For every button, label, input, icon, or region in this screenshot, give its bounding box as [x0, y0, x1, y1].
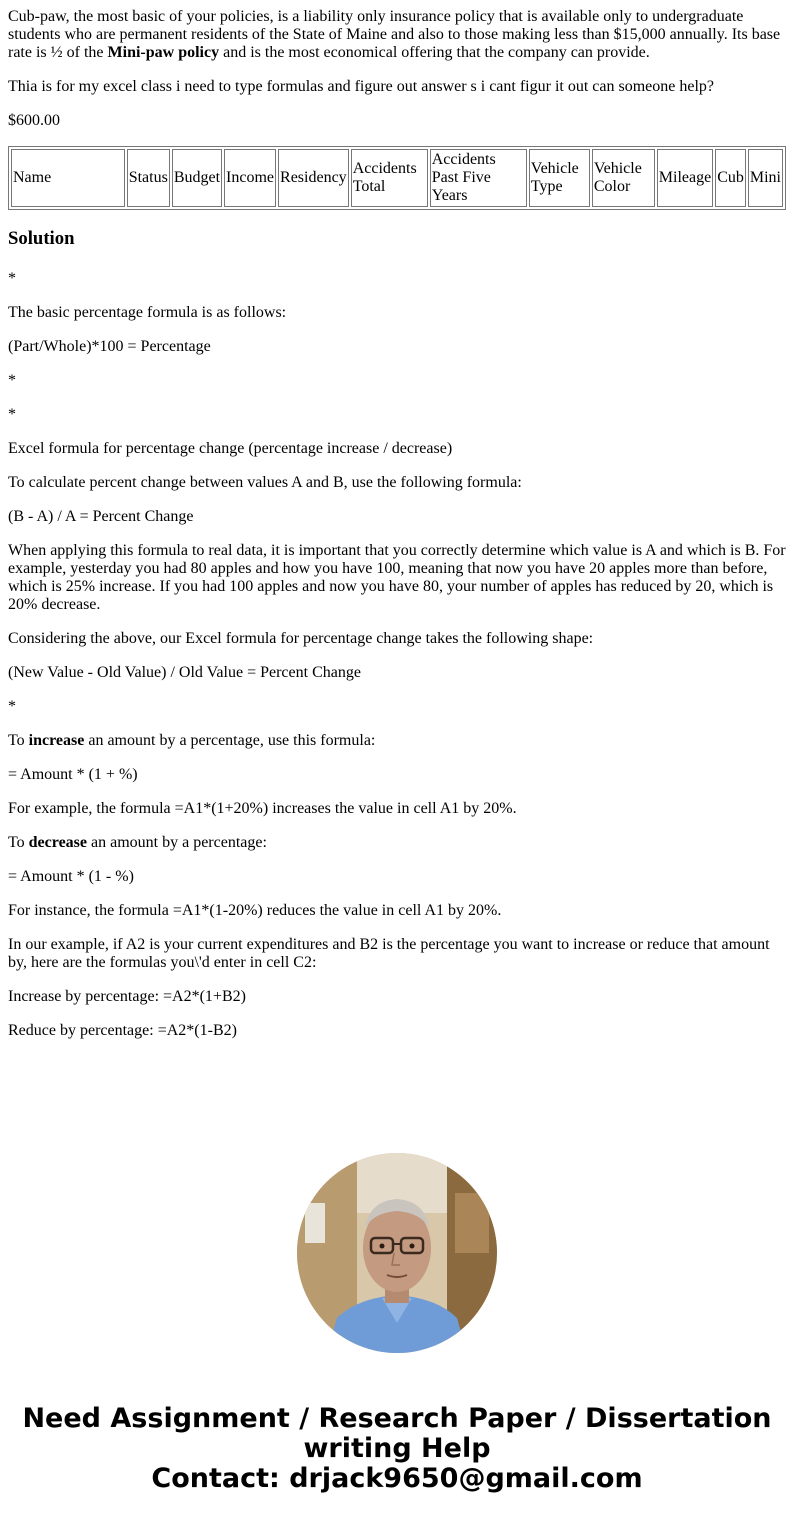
separator-star: *: [8, 406, 16, 423]
increase-example: For example, the formula =A1*(1+20%) increases the value in cell A1 by 20%.: [8, 800, 517, 817]
increase-cell-formula: Increase by percentage: =A2*(1+B2): [8, 988, 246, 1005]
increase-formula: = Amount * (1 + %): [8, 766, 138, 783]
our-example-text: In our example, if A2 is your current expenditures and B2 is the percentage you want to increase or reduce that amount by, here are the formulas you\'d enter in cell C2:: [8, 936, 770, 971]
promo-footer: [0, 1404, 794, 1494]
table-cell-budget: Budget: [172, 149, 222, 207]
separator-star: *: [8, 698, 16, 715]
table-cell-income: Income: [224, 149, 276, 207]
intro-text-end: and is the most economical offering that the company can provide.: [219, 44, 650, 61]
table-cell-accidents-past-five-years: Accidents Past Five Years: [430, 149, 527, 207]
increase-intro: To increase an amount by a percentage, use this formula:: [8, 732, 376, 749]
separator-star: *: [8, 270, 16, 287]
percent-change-formula: (B - A) / A = Percent Change: [8, 508, 194, 525]
table-cell-mini: Mini: [748, 149, 783, 207]
price-text: $600.00: [8, 112, 60, 129]
separator-star: *: [8, 372, 16, 389]
promo-contact: Contact: drjack9650@gmail.com: [151, 1463, 643, 1494]
percent-change-intro: To calculate percent change between values A and B, use the following formula:: [8, 474, 522, 491]
table-cell-mileage: Mileage: [657, 149, 713, 207]
promo-line-1: Need Assignment / Research Paper / Dissertation: [22, 1403, 772, 1434]
intro-paragraph: [8, 8, 786, 62]
table-cell-vehicle-color: Vehicle Color: [592, 149, 655, 207]
increase-bold: increase: [28, 732, 85, 749]
table-cell-accidents-total: Accidents Total: [351, 149, 428, 207]
table-cell-vehicle-type: Vehicle Type: [529, 149, 590, 207]
considering-text: Considering the above, our Excel formula for percentage change takes the following shape:: [8, 630, 594, 647]
table-cell-name: Name: [11, 149, 125, 207]
percent-change-formula-general: (New Value - Old Value) / Old Value = Percent Change: [8, 664, 361, 681]
author-avatar: [297, 1153, 497, 1353]
table-cell-status: Status: [127, 149, 170, 207]
policy-table: [8, 146, 786, 210]
portrait-icon: [297, 1153, 497, 1353]
decrease-example: For instance, the formula =A1*(1-20%) reduces the value in cell A1 by 20%.: [8, 902, 502, 919]
basic-formula-intro: The basic percentage formula is as follows:: [8, 304, 287, 321]
table-cell-cub: Cub: [715, 149, 746, 207]
promo-line-2: writing Help: [303, 1433, 491, 1464]
percent-change-explanation: When applying this formula to real data, it is important that you correctly determine which value is A and which is B. For example, yesterday you had 80 apples and how you have 100, meaning that now you have 20 apples more than before, which is 25% increase. If you had 100 apples and now you have 80, your number of apples has reduced by 20, which is 20% decrease.: [8, 542, 786, 613]
table-cell-residency: Residency: [278, 149, 349, 207]
solution-heading: Solution: [8, 228, 75, 249]
reduce-cell-formula: Reduce by percentage: =A2*(1-B2): [8, 1022, 237, 1039]
table-row: [11, 149, 783, 207]
basic-formula: (Part/Whole)*100 = Percentage: [8, 338, 211, 355]
question-text: Thia is for my excel class i need to type formulas and figure out answer s i cant figur it out can someone help?: [8, 78, 715, 95]
intro-text: Cub-paw, the most basic of your policies, is a liability only insurance policy that is available only to undergraduate students who are permanent residents of the State of Maine and also to those making less than $15,000 annually. Its base rate is ½ of the: [8, 8, 781, 61]
percent-change-title: Excel formula for percentage change (percentage increase / decrease): [8, 440, 453, 457]
mini-paw-policy-bold: Mini-paw policy: [107, 44, 220, 61]
decrease-intro: To decrease an amount by a percentage:: [8, 834, 267, 851]
decrease-bold: decrease: [28, 834, 87, 851]
decrease-formula: = Amount * (1 - %): [8, 868, 134, 885]
